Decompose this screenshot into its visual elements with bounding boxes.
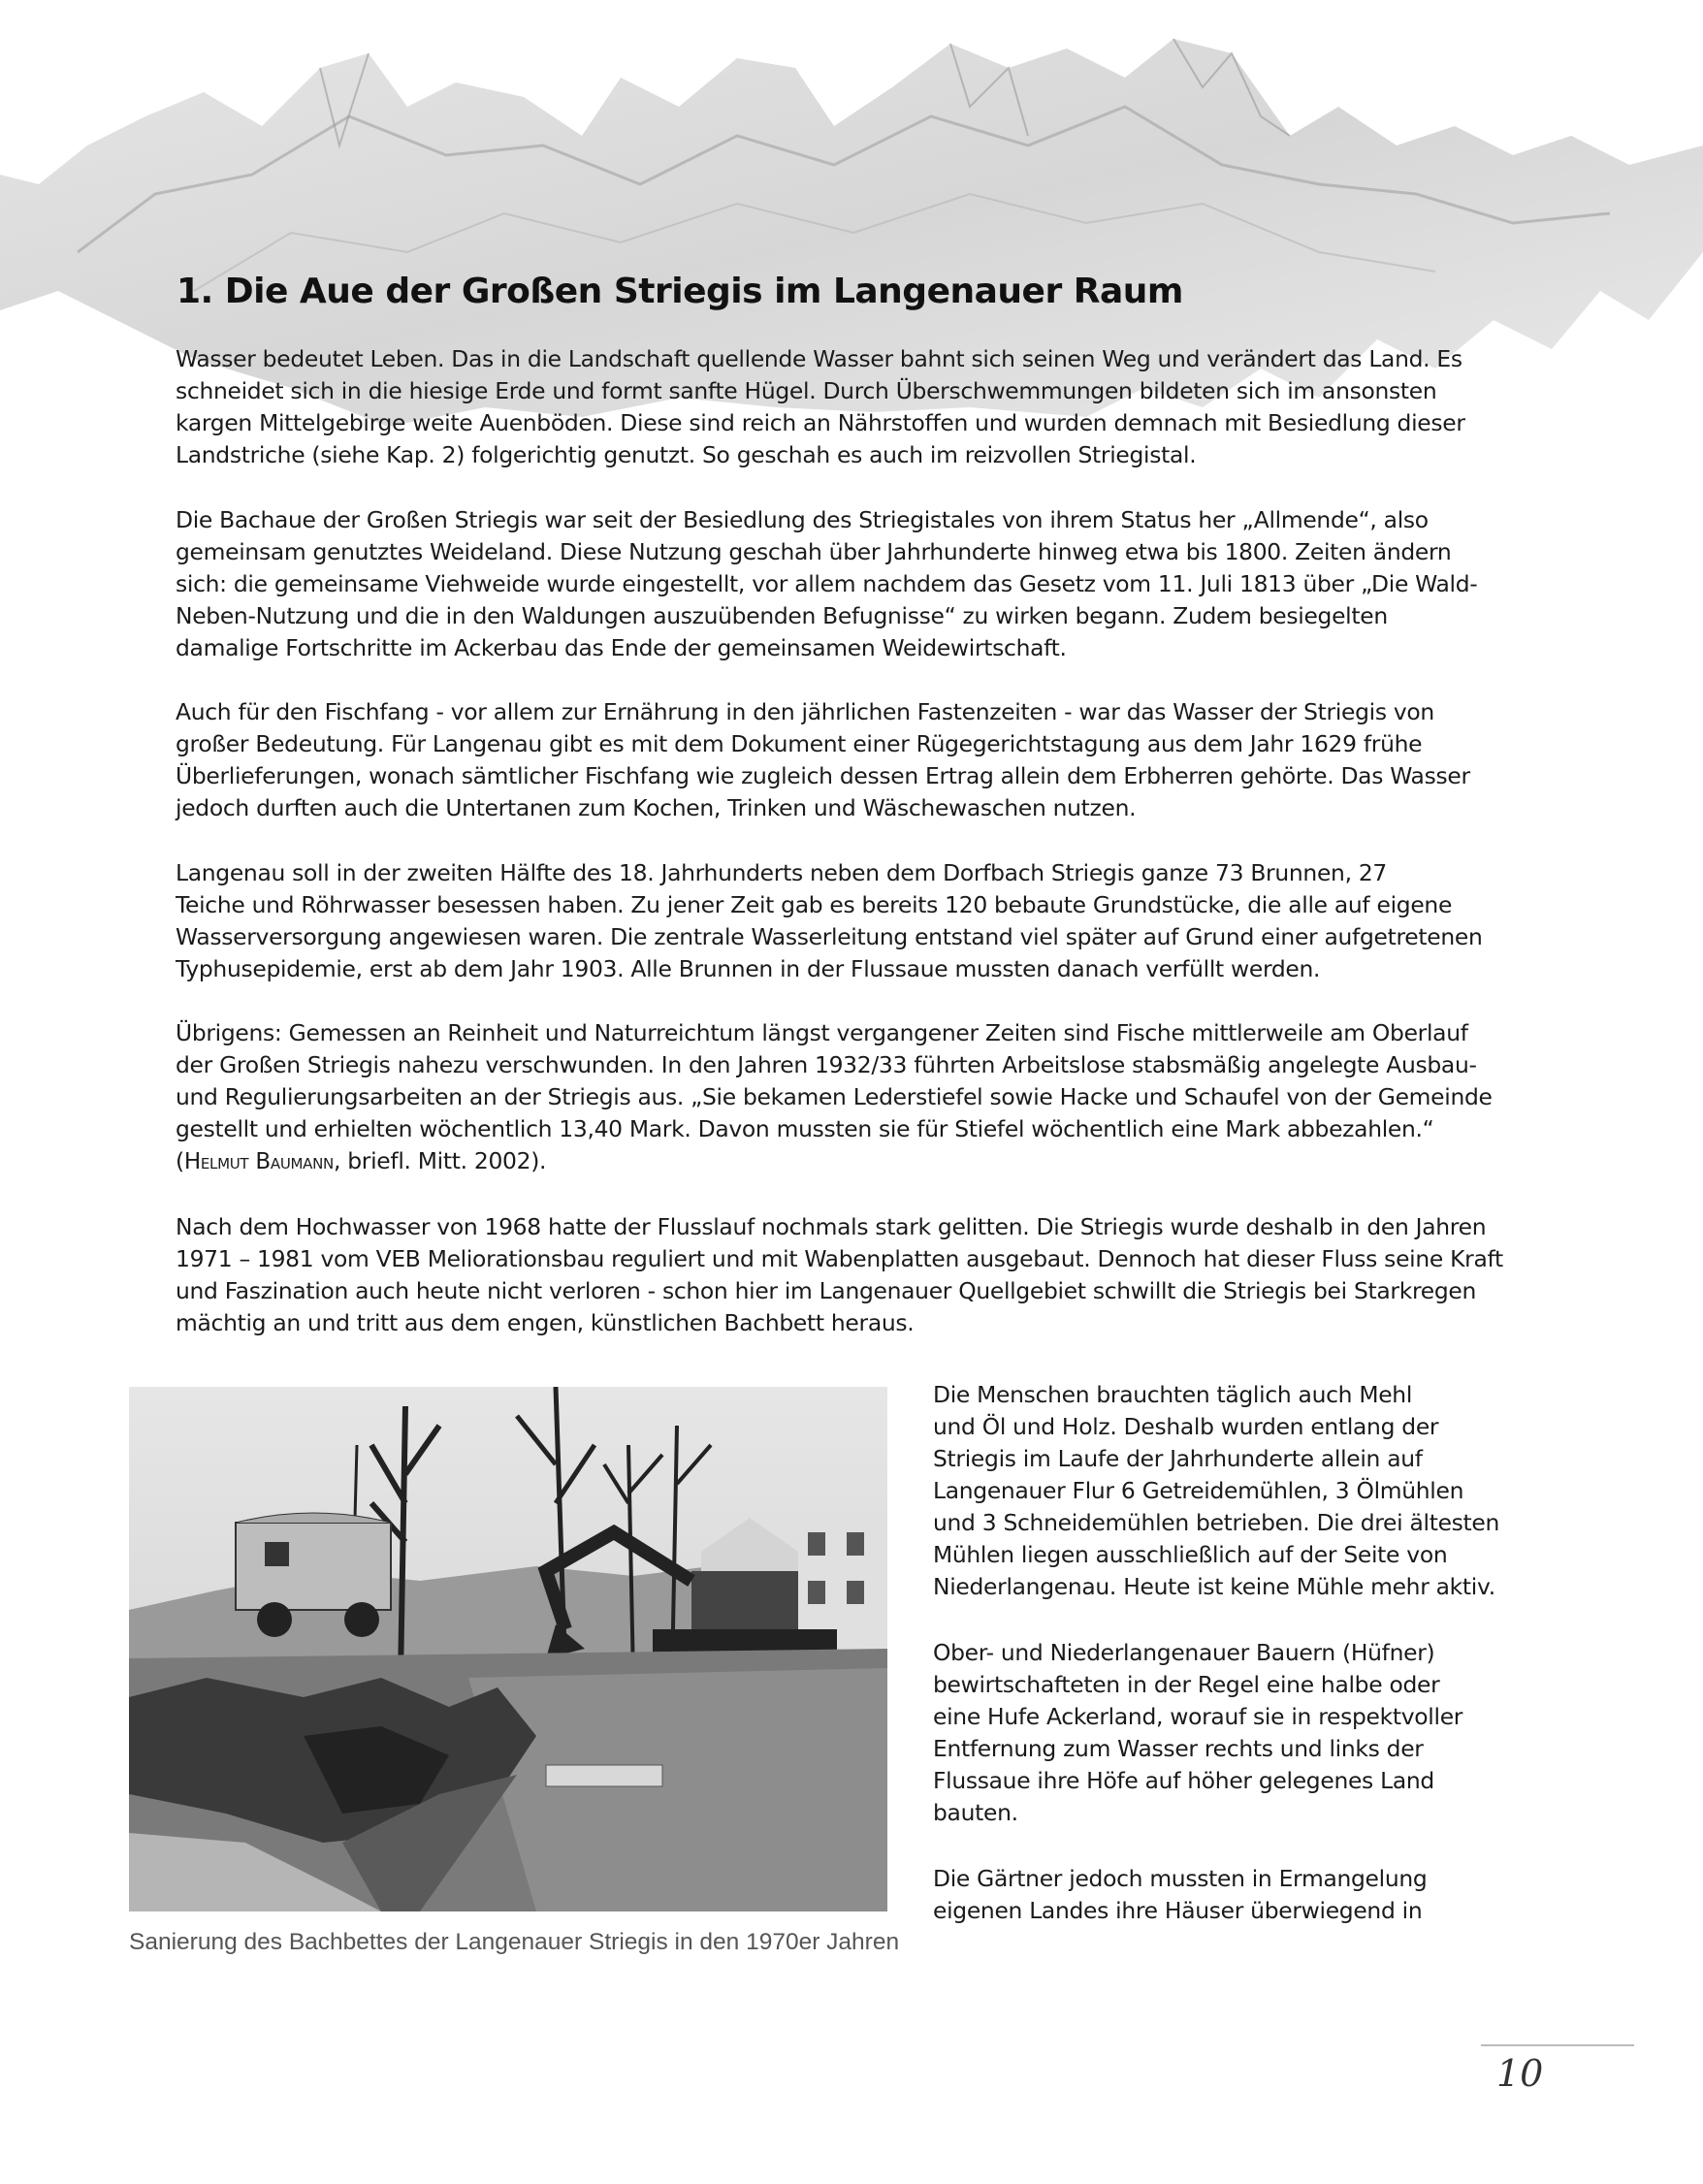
text-line: mächtig an und tritt aus dem engen, künstlichen Bachbett heraus. bbox=[176, 1309, 915, 1336]
paragraph-5 bbox=[176, 1017, 1514, 1180]
text-line: kargen Mittelgebirge weite Auenböden. Diese sind reich an Nährstoffen und wurden demnach mit Besiedlung dieser bbox=[176, 409, 1465, 436]
citation-line bbox=[176, 1145, 1514, 1180]
text-line: eine Hufe Ackerland, worauf sie in respektvoller bbox=[933, 1703, 1463, 1730]
right-column-paragraph-1 bbox=[933, 1379, 1515, 1603]
text-line: Niederlangenau. Heute ist keine Mühle mehr aktiv. bbox=[933, 1573, 1495, 1600]
citation-first-rest: ELMUT bbox=[200, 1155, 249, 1172]
text-line: und Regulierungsarbeiten an der Striegis aus. „Sie bekamen Lederstiefel sowie Hacke und Schaufel von der Gemeinde bbox=[176, 1083, 1493, 1110]
text-line: Striegis im Laufe der Jahrhunderte allein auf bbox=[933, 1445, 1423, 1472]
text-line: Überlieferungen, wonach sämtlicher Fischfang wie zugleich dessen Ertrag allein dem Erbherren gehörte. Das Wasser bbox=[176, 762, 1470, 789]
citation-tail: , briefl. Mitt. 2002). bbox=[333, 1147, 547, 1174]
paragraph-6 bbox=[176, 1211, 1514, 1339]
text-line: Nach dem Hochwasser von 1968 hatte der Flusslauf nochmals stark gelitten. Die Striegis wurde deshalb in den Jahren bbox=[176, 1213, 1487, 1240]
text-line: Die Gärtner jedoch mussten in Ermangelung bbox=[933, 1865, 1428, 1892]
text-line: Die Bachaue der Großen Striegis war seit der Besiedlung des Striegistales von ihrem Status her „Allmende“, also bbox=[176, 506, 1429, 533]
right-column-paragraph-3 bbox=[933, 1863, 1515, 1927]
text-line: sich: die gemeinsame Viehweide wurde eingestellt, vor allem nachdem das Gesetz vom 11. Juli 1813 über „Die Wald- bbox=[176, 570, 1478, 597]
text-line: Langenau soll in der zweiten Hälfte des 18. Jahrhunderts neben dem Dorfbach Striegis ganze 73 Brunnen, 27 bbox=[176, 859, 1388, 886]
text-line: Übrigens: Gemessen an Reinheit und Naturreichtum längst vergangener Zeiten sind Fische mittlerweile am Oberlauf bbox=[176, 1019, 1468, 1046]
text-line: damalige Fortschritte im Ackerbau das Ende der gemeinsamen Weidewirtschaft. bbox=[176, 634, 1067, 661]
text-line: Die Menschen brauchten täglich auch Mehl bbox=[933, 1381, 1413, 1408]
chapter-title: 1. Die Aue der Großen Striegis im Langenauer Raum bbox=[177, 272, 1183, 311]
text-line: Ober- und Niederlangenauer Bauern (Hüfner) bbox=[933, 1639, 1435, 1666]
text-line: 1971 – 1981 vom VEB Meliorationsbau reguliert und mit Wabenplatten ausgebaut. Dennoch hat dieser Fluss seine Kraft bbox=[176, 1245, 1503, 1272]
text-line: schneidet sich in die hiesige Erde und formt sanfte Hügel. Durch Überschwemmungen bildeten sich im ansonsten bbox=[176, 377, 1437, 404]
text-line: eigenen Landes ihre Häuser überwiegend in bbox=[933, 1897, 1423, 1924]
text-line: Flussaue ihre Höfe auf höher gelegenes Land bbox=[933, 1767, 1434, 1794]
text-line: Wasser bedeutet Leben. Das in die Landschaft quellende Wasser bahnt sich seinen Weg und verändert das Land. Es bbox=[176, 345, 1462, 372]
text-line: Neben-Nutzung und die in den Waldungen auszuübenden Befugnisse“ zu wirken begann. Zudem besiegelten bbox=[176, 602, 1388, 629]
text-line: der Großen Striegis nahezu verschwunden. In den Jahren 1932/33 führten Arbeitslose stabsmäßig angelegte Ausbau- bbox=[176, 1051, 1477, 1078]
citation-last-rest: AUMANN bbox=[270, 1155, 334, 1172]
construction-site-photo bbox=[129, 1387, 887, 1911]
text-line: bauten. bbox=[933, 1799, 1018, 1826]
text-line: Teiche und Röhrwasser besessen haben. Zu jener Zeit gab es bereits 120 bebaute Grundstücke, die alle auf eigene bbox=[176, 891, 1453, 918]
paragraph-3 bbox=[176, 696, 1514, 824]
photo-caption: Sanierung des Bachbettes der Langenauer Striegis in den 1970er Jahren bbox=[129, 1929, 900, 1955]
page-number-rule bbox=[1481, 2044, 1634, 2046]
text-line: Wasserversorgung angewiesen waren. Die zentrale Wasserleitung entstand viel später auf Grund einer aufgetretenen bbox=[176, 923, 1483, 950]
text-line: und Faszination auch heute nicht verloren - schon hier im Langenauer Quellgebiet schwillt die Striegis bei Starkregen bbox=[176, 1277, 1477, 1304]
text-line: Typhusepidemie, erst ab dem Jahr 1903. Alle Brunnen in der Flussaue mussten danach verfüllt werden. bbox=[176, 955, 1321, 982]
text-line: bewirtschafteten in der Regel eine halbe oder bbox=[933, 1671, 1440, 1698]
page-number: 10 bbox=[1496, 2052, 1544, 2095]
text-line: Auch für den Fischfang - vor allem zur Ernährung in den jährlichen Fastenzeiten - war das Wasser der Striegis von bbox=[176, 698, 1434, 725]
text-line: und 3 Schneidemühlen betrieben. Die drei ältesten bbox=[933, 1509, 1500, 1536]
citation-last-initial: B bbox=[255, 1149, 271, 1174]
paragraph-1 bbox=[176, 343, 1514, 471]
text-line: gemeinsam genutztes Weideland. Diese Nutzung geschah über Jahrhunderte hinweg etwa bis 1800. Zeiten ändern bbox=[176, 538, 1452, 565]
text-line: und Öl und Holz. Deshalb wurden entlang der bbox=[933, 1413, 1439, 1440]
text-line: Mühlen liegen ausschließlich auf der Seite von bbox=[933, 1541, 1448, 1568]
paragraph-2 bbox=[176, 504, 1514, 664]
citation-open: ( bbox=[176, 1147, 184, 1174]
text-line: großer Bedeutung. Für Langenau gibt es mit dem Dokument einer Rügegerichtstagung aus dem Jahr 1629 frühe bbox=[176, 730, 1423, 757]
text-line: Langenauer Flur 6 Getreidemühlen, 3 Ölmühlen bbox=[933, 1477, 1464, 1504]
right-column-paragraph-2 bbox=[933, 1637, 1515, 1829]
citation-first-initial: H bbox=[183, 1149, 201, 1174]
text-line: Entfernung zum Wasser rechts und links der bbox=[933, 1735, 1424, 1762]
text-line: jedoch durften auch die Untertanen zum Kochen, Trinken und Wäschewaschen nutzen. bbox=[176, 794, 1137, 821]
text-line: Landstriche (siehe Kap. 2) folgerichtig genutzt. So geschah es auch im reizvollen Striegistal. bbox=[176, 441, 1197, 468]
text-line: gestellt und erhielten wöchentlich 13,40 Mark. Davon mussten sie für Stiefel wöchentlich eine Mark abbezahlen.“ bbox=[176, 1115, 1434, 1142]
paragraph-4 bbox=[176, 857, 1514, 985]
